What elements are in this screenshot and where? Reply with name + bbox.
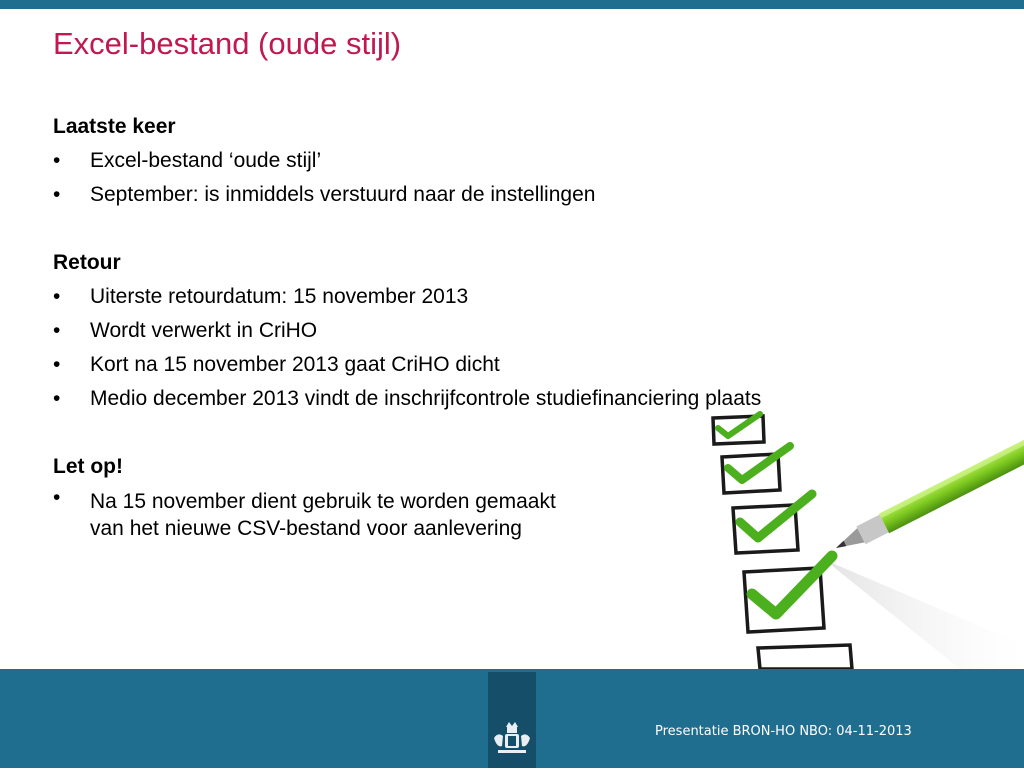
slide-title: Excel-bestand (oude stijl) <box>53 26 402 61</box>
list-item: • Wordt verwerkt in CriHO <box>53 314 953 348</box>
list-item: • Na 15 november dient gebruik te worden gemaakt van het nieuwe CSV-bestand voor aanlevering <box>53 486 556 540</box>
bullet: • <box>53 183 61 206</box>
list-item: • September: is inmiddels verstuurd naar de instellingen <box>53 178 953 212</box>
section-heading-laatste-keer: Laatste keer <box>53 115 176 138</box>
section-heading-let-op: Let op! <box>53 455 123 478</box>
coat-of-arms-logo-icon <box>488 672 536 768</box>
top-bar <box>0 0 1024 9</box>
checklist-pen-illustration-icon <box>600 410 1024 669</box>
bullet: • <box>53 353 61 376</box>
bullet: • <box>53 149 61 172</box>
list-item: • Medio december 2013 vindt de inschrijfcontrole studiefinanciering plaats <box>53 382 953 416</box>
bullet: • <box>53 285 61 308</box>
section-heading-retour: Retour <box>53 251 121 274</box>
list-item: • Excel-bestand ‘oude stijl’ <box>53 144 953 178</box>
list-item: • Uiterste retourdatum: 15 november 2013 <box>53 280 953 314</box>
bullet: • <box>53 387 61 410</box>
bullet: • <box>53 319 61 342</box>
footer-text: Presentatie BRON-HO NBO: 04-11-2013 <box>655 724 912 739</box>
bullet: • <box>53 486 61 509</box>
list-item: • Kort na 15 november 2013 gaat CriHO dicht <box>53 348 953 382</box>
